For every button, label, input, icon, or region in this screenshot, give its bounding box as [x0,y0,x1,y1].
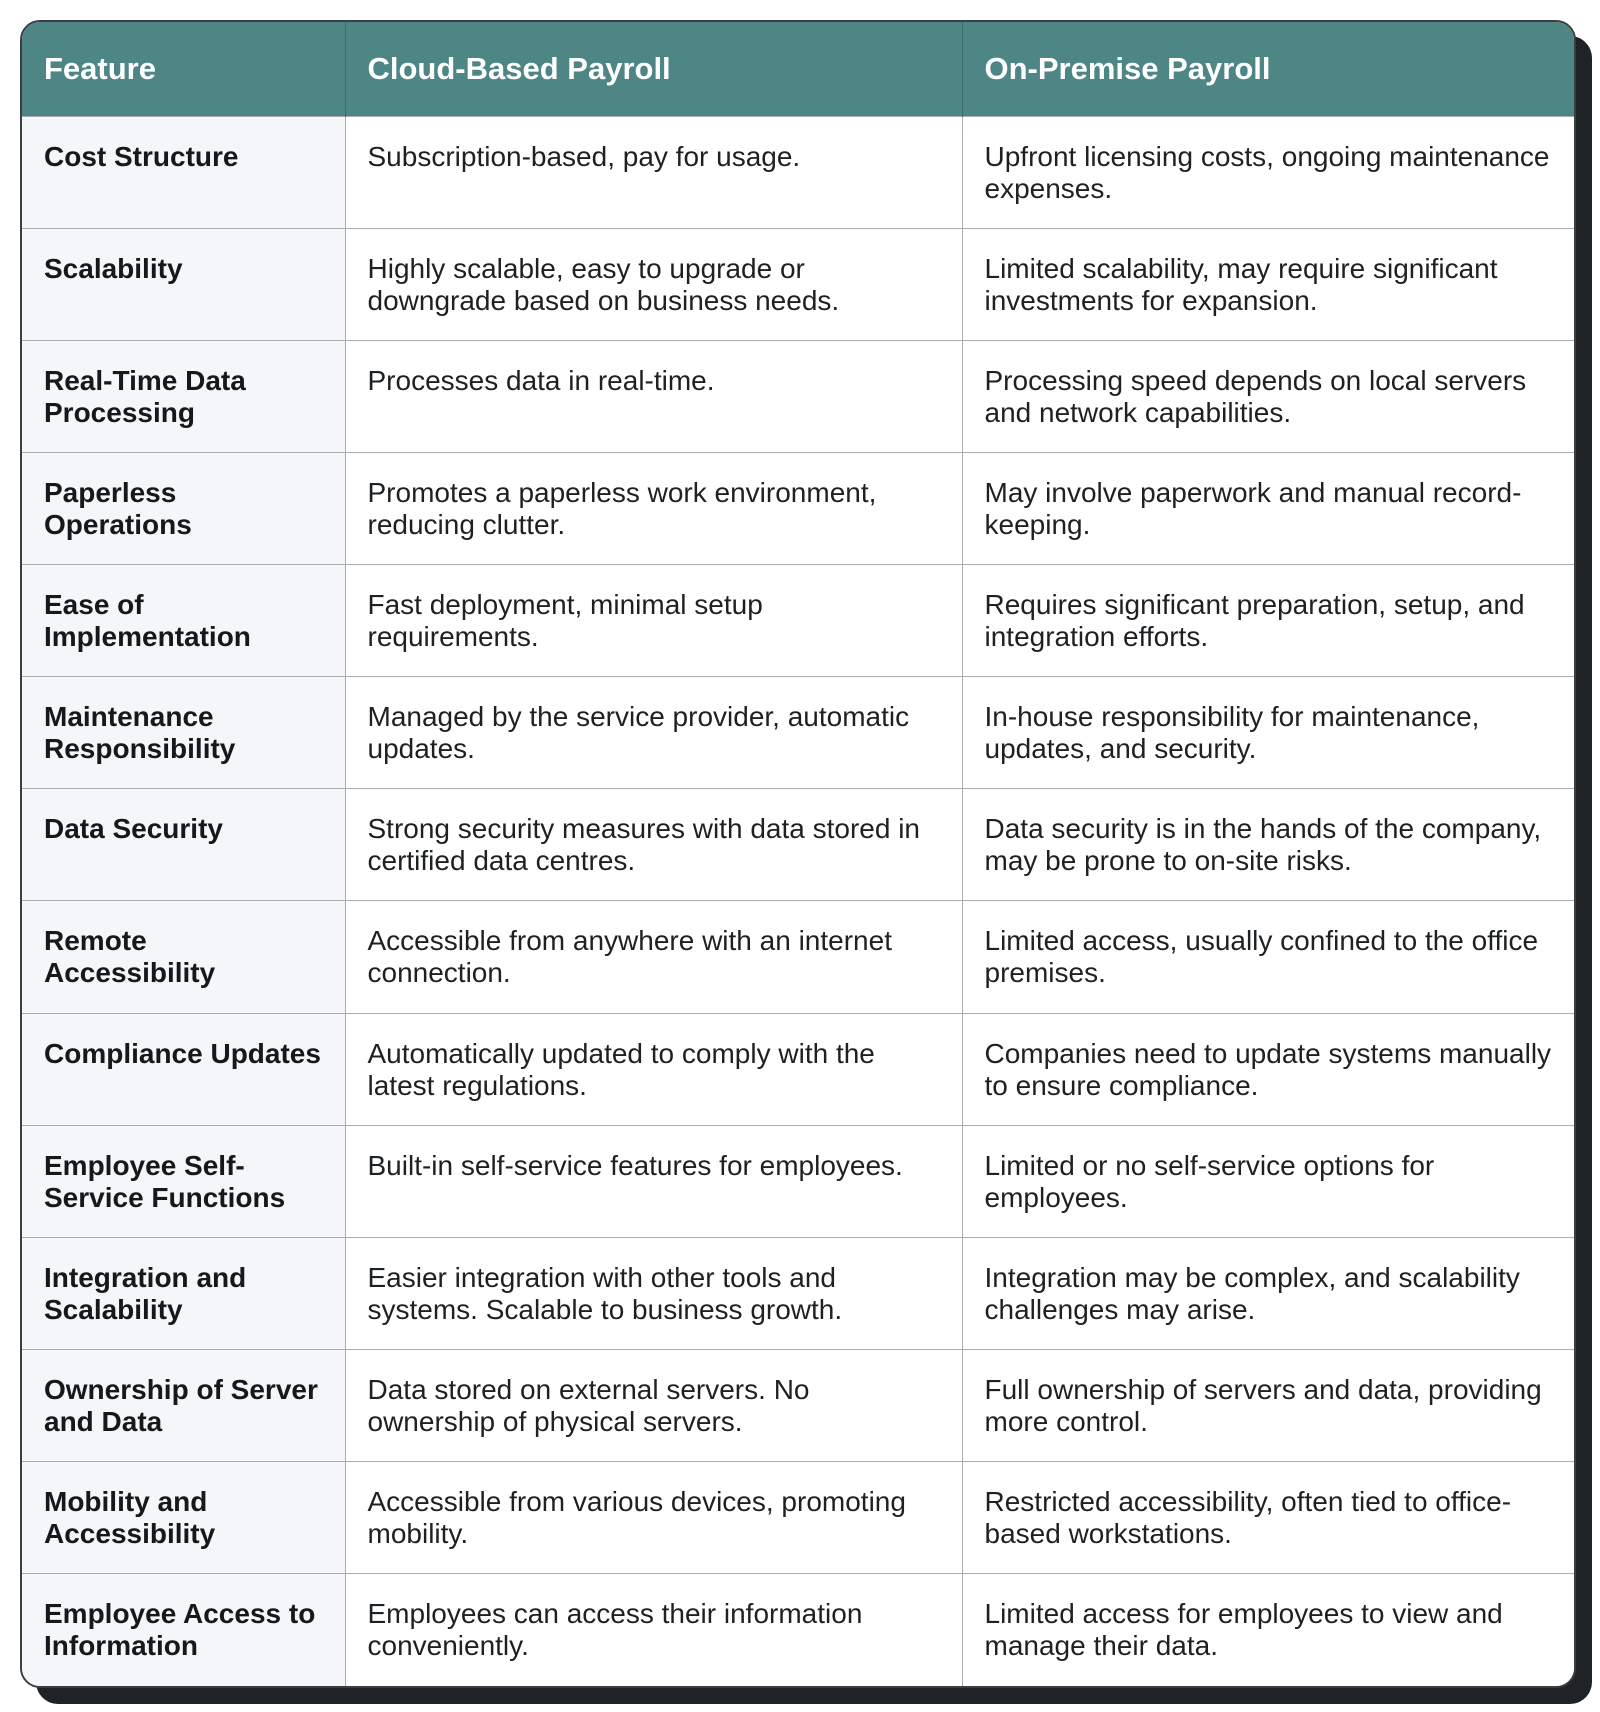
cloud-cell: Data stored on external servers. No ownership of physical servers. [345,1350,962,1462]
comparison-table [22,22,1574,1686]
table-row [22,1350,1574,1462]
table-row [22,789,1574,901]
onprem-cell: Restricted accessibility, often tied to office-based workstations. [962,1462,1574,1574]
header-cloud-based-payroll: Cloud-Based Payroll [345,22,962,116]
feature-cell: Cost Structure [22,116,345,228]
table-body [22,116,1574,1686]
table-row [22,228,1574,340]
onprem-cell: Companies need to update systems manually to ensure compliance. [962,1013,1574,1125]
cloud-cell: Managed by the service provider, automatic updates. [345,677,962,789]
feature-cell: Remote Accessibility [22,901,345,1013]
onprem-cell: Full ownership of servers and data, providing more control. [962,1350,1574,1462]
onprem-cell: In-house responsibility for maintenance, updates, and security. [962,677,1574,789]
cloud-cell: Promotes a paperless work environment, reducing clutter. [345,452,962,564]
table-header [22,22,1574,116]
feature-cell: Mobility and Accessibility [22,1462,345,1574]
table-row [22,1125,1574,1237]
cloud-cell: Highly scalable, easy to upgrade or downgrade based on business needs. [345,228,962,340]
cloud-cell: Subscription-based, pay for usage. [345,116,962,228]
feature-cell: Employee Access to Information [22,1574,345,1686]
table-row [22,1237,1574,1349]
onprem-cell: Limited access for employees to view and manage their data. [962,1574,1574,1686]
cloud-cell: Automatically updated to comply with the latest regulations. [345,1013,962,1125]
feature-cell: Scalability [22,228,345,340]
table-row [22,565,1574,677]
cloud-cell: Fast deployment, minimal setup requirements. [345,565,962,677]
cloud-cell: Employees can access their information conveniently. [345,1574,962,1686]
table-row [22,452,1574,564]
feature-cell: Ownership of Server and Data [22,1350,345,1462]
table-row [22,1462,1574,1574]
cloud-cell: Built-in self-service features for employees. [345,1125,962,1237]
feature-cell: Paperless Operations [22,452,345,564]
onprem-cell: Integration may be complex, and scalability challenges may arise. [962,1237,1574,1349]
onprem-cell: Requires significant preparation, setup, and integration efforts. [962,565,1574,677]
table-row [22,677,1574,789]
header-row [22,22,1574,116]
onprem-cell: Limited or no self-service options for employees. [962,1125,1574,1237]
cloud-cell: Accessible from various devices, promoting mobility. [345,1462,962,1574]
feature-cell: Integration and Scalability [22,1237,345,1349]
feature-cell: Ease of Implementation [22,565,345,677]
header-on-premise-payroll: On-Premise Payroll [962,22,1574,116]
onprem-cell: Data security is in the hands of the company, may be prone to on-site risks. [962,789,1574,901]
cloud-cell: Processes data in real-time. [345,340,962,452]
table-row [22,1013,1574,1125]
onprem-cell: Limited access, usually confined to the office premises. [962,901,1574,1013]
cloud-cell: Easier integration with other tools and systems. Scalable to business growth. [345,1237,962,1349]
onprem-cell: May involve paperwork and manual record-keeping. [962,452,1574,564]
onprem-cell: Upfront licensing costs, ongoing maintenance expenses. [962,116,1574,228]
feature-cell: Compliance Updates [22,1013,345,1125]
cloud-cell: Strong security measures with data stored in certified data centres. [345,789,962,901]
table-row [22,340,1574,452]
feature-cell: Real-Time Data Processing [22,340,345,452]
cloud-cell: Accessible from anywhere with an internet connection. [345,901,962,1013]
table-row [22,116,1574,228]
feature-cell: Maintenance Responsibility [22,677,345,789]
onprem-cell: Limited scalability, may require significant investments for expansion. [962,228,1574,340]
header-feature: Feature [22,22,345,116]
feature-cell: Employee Self-Service Functions [22,1125,345,1237]
comparison-table-card [20,20,1576,1688]
onprem-cell: Processing speed depends on local servers and network capabilities. [962,340,1574,452]
feature-cell: Data Security [22,789,345,901]
table-row [22,1574,1574,1686]
table-row [22,901,1574,1013]
